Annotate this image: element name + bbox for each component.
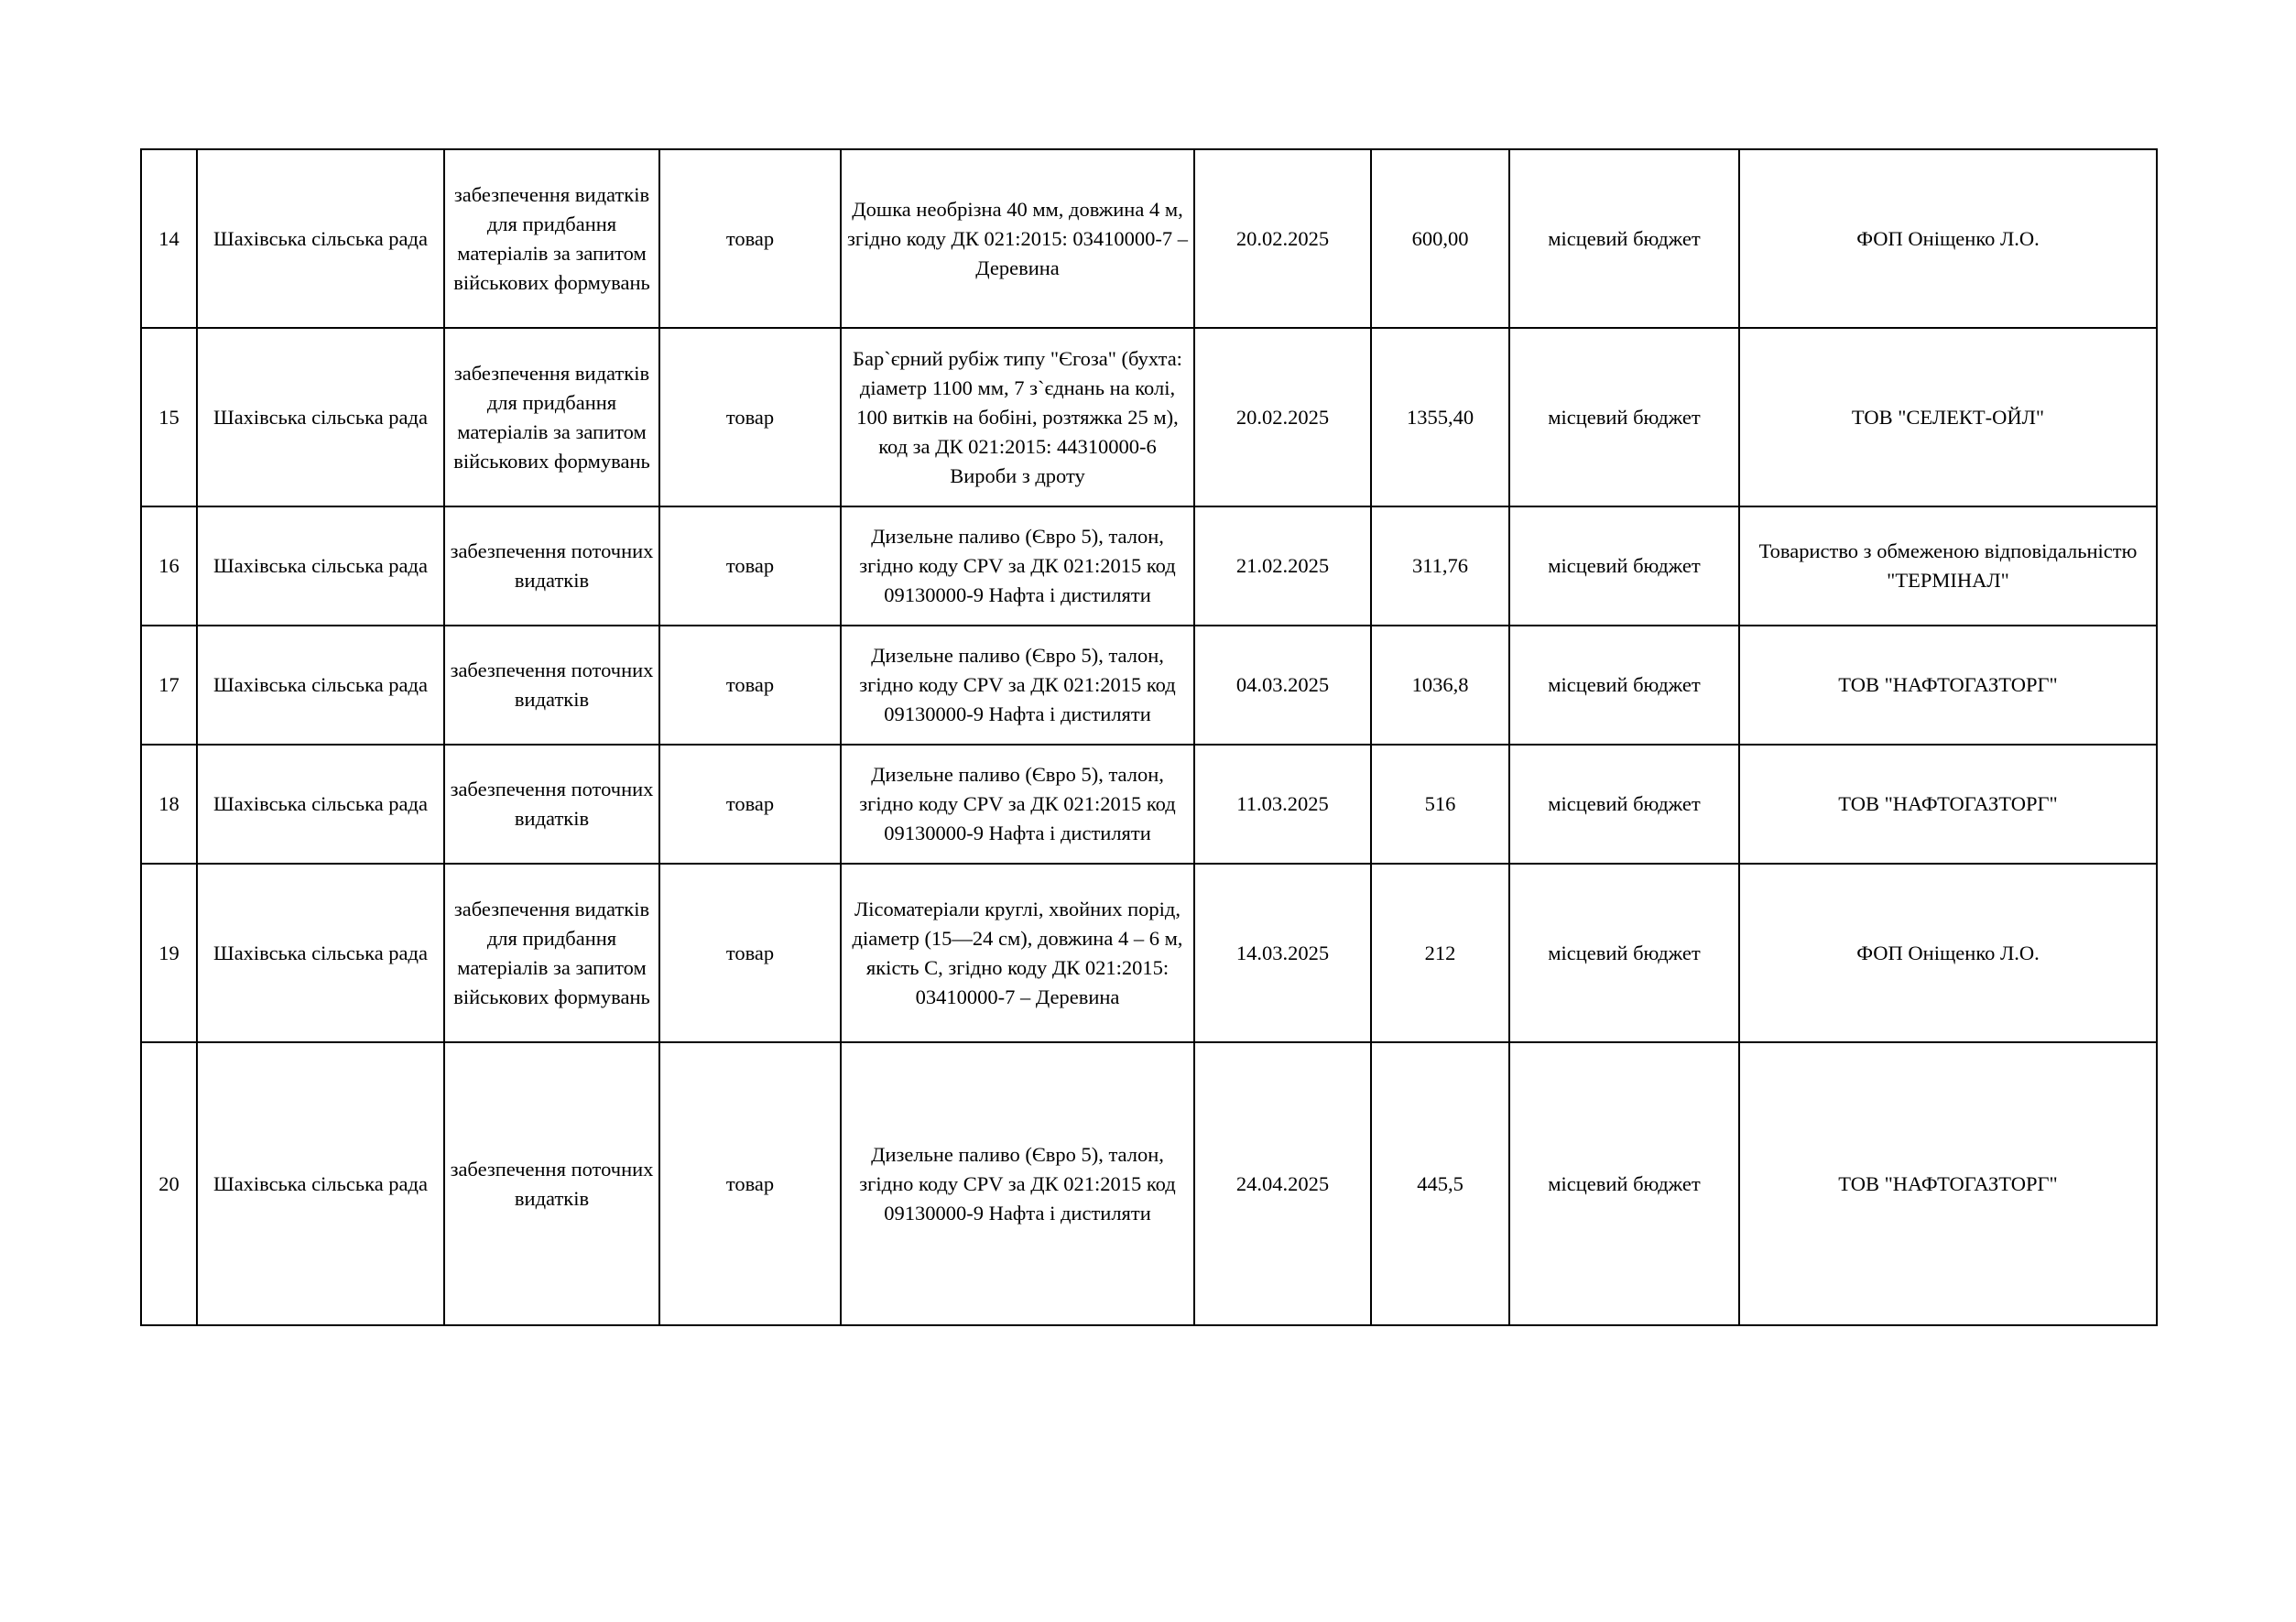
table-row — [141, 864, 2157, 1042]
date-cell: 20.02.2025 — [1194, 149, 1371, 328]
source-cell: місцевий бюджет — [1509, 745, 1739, 864]
row-number: 18 — [141, 745, 197, 864]
kind-cell: товар — [659, 328, 841, 506]
customer-cell: Шахівська сільська рада — [197, 864, 444, 1042]
customer-cell: Шахівська сільська рада — [197, 1042, 444, 1325]
customer-cell: Шахівська сільська рада — [197, 506, 444, 626]
subject-cell: Бар`єрний рубіж типу "Єгоза" (бухта: діаметр 1100 мм, 7 з`єднань на колі, 100 витків на бобіні, розтяжка 25 м), код за ДК 021:2015: 44310000-6 Вироби з дроту — [841, 328, 1194, 506]
supplier-cell: Товариство з обмеженою відповідальністю "ТЕРМІНАЛ" — [1739, 506, 2157, 626]
supplier-cell: ТОВ "СЕЛЕКТ-ОЙЛ" — [1739, 328, 2157, 506]
table-row — [141, 1042, 2157, 1325]
customer-cell: Шахівська сільська рада — [197, 149, 444, 328]
purpose-cell: забезпечення поточних видатків — [444, 745, 659, 864]
subject-cell: Дизельне паливо (Євро 5), талон, згідно коду CPV за ДК 021:2015 код 09130000-9 Нафта і дистиляти — [841, 1042, 1194, 1325]
kind-cell: товар — [659, 626, 841, 745]
subject-cell: Лісоматеріали круглі, хвойних порід, діаметр (15—24 см), довжина 4 – 6 м, якість С, згідно коду ДК 021:2015: 03410000-7 – Деревина — [841, 864, 1194, 1042]
source-cell: місцевий бюджет — [1509, 864, 1739, 1042]
kind-cell: товар — [659, 1042, 841, 1325]
source-cell: місцевий бюджет — [1509, 149, 1739, 328]
date-cell: 14.03.2025 — [1194, 864, 1371, 1042]
purpose-cell: забезпечення поточних видатків — [444, 626, 659, 745]
subject-cell: Дошка необрізна 40 мм, довжина 4 м, згідно коду ДК 021:2015: 03410000-7 – Деревина — [841, 149, 1194, 328]
customer-cell: Шахівська сільська рада — [197, 328, 444, 506]
purpose-cell: забезпечення поточних видатків — [444, 506, 659, 626]
date-cell: 24.04.2025 — [1194, 1042, 1371, 1325]
purpose-cell: забезпечення видатків для придбання матеріалів за запитом військових формувань — [444, 149, 659, 328]
purpose-cell: забезпечення поточних видатків — [444, 1042, 659, 1325]
supplier-cell: ТОВ "НАФТОГАЗТОРГ" — [1739, 626, 2157, 745]
table-row — [141, 745, 2157, 864]
amount-cell: 1036,8 — [1371, 626, 1509, 745]
amount-cell: 445,5 — [1371, 1042, 1509, 1325]
kind-cell: товар — [659, 864, 841, 1042]
source-cell: місцевий бюджет — [1509, 328, 1739, 506]
customer-cell: Шахівська сільська рада — [197, 745, 444, 864]
table-row — [141, 328, 2157, 506]
row-number: 16 — [141, 506, 197, 626]
kind-cell: товар — [659, 149, 841, 328]
purpose-cell: забезпечення видатків для придбання матеріалів за запитом військових формувань — [444, 864, 659, 1042]
source-cell: місцевий бюджет — [1509, 626, 1739, 745]
date-cell: 04.03.2025 — [1194, 626, 1371, 745]
amount-cell: 600,00 — [1371, 149, 1509, 328]
amount-cell: 212 — [1371, 864, 1509, 1042]
row-number: 17 — [141, 626, 197, 745]
source-cell: місцевий бюджет — [1509, 1042, 1739, 1325]
supplier-cell: ТОВ "НАФТОГАЗТОРГ" — [1739, 1042, 2157, 1325]
row-number: 15 — [141, 328, 197, 506]
subject-cell: Дизельне паливо (Євро 5), талон, згідно коду CPV за ДК 021:2015 код 09130000-9 Нафта і дистиляти — [841, 506, 1194, 626]
customer-cell: Шахівська сільська рада — [197, 626, 444, 745]
amount-cell: 516 — [1371, 745, 1509, 864]
row-number: 20 — [141, 1042, 197, 1325]
procurement-table — [140, 148, 2158, 1326]
supplier-cell: ФОП Оніщенко Л.О. — [1739, 864, 2157, 1042]
amount-cell: 1355,40 — [1371, 328, 1509, 506]
date-cell: 11.03.2025 — [1194, 745, 1371, 864]
amount-cell: 311,76 — [1371, 506, 1509, 626]
date-cell: 21.02.2025 — [1194, 506, 1371, 626]
supplier-cell: ФОП Оніщенко Л.О. — [1739, 149, 2157, 328]
purpose-cell: забезпечення видатків для придбання матеріалів за запитом військових формувань — [444, 328, 659, 506]
table-row — [141, 506, 2157, 626]
row-number: 19 — [141, 864, 197, 1042]
supplier-cell: ТОВ "НАФТОГАЗТОРГ" — [1739, 745, 2157, 864]
subject-cell: Дизельне паливо (Євро 5), талон, згідно коду CPV за ДК 021:2015 код 09130000-9 Нафта і дистиляти — [841, 745, 1194, 864]
row-number: 14 — [141, 149, 197, 328]
kind-cell: товар — [659, 506, 841, 626]
table-row — [141, 626, 2157, 745]
table-row — [141, 149, 2157, 328]
kind-cell: товар — [659, 745, 841, 864]
subject-cell: Дизельне паливо (Євро 5), талон, згідно коду CPV за ДК 021:2015 код 09130000-9 Нафта і дистиляти — [841, 626, 1194, 745]
source-cell: місцевий бюджет — [1509, 506, 1739, 626]
date-cell: 20.02.2025 — [1194, 328, 1371, 506]
